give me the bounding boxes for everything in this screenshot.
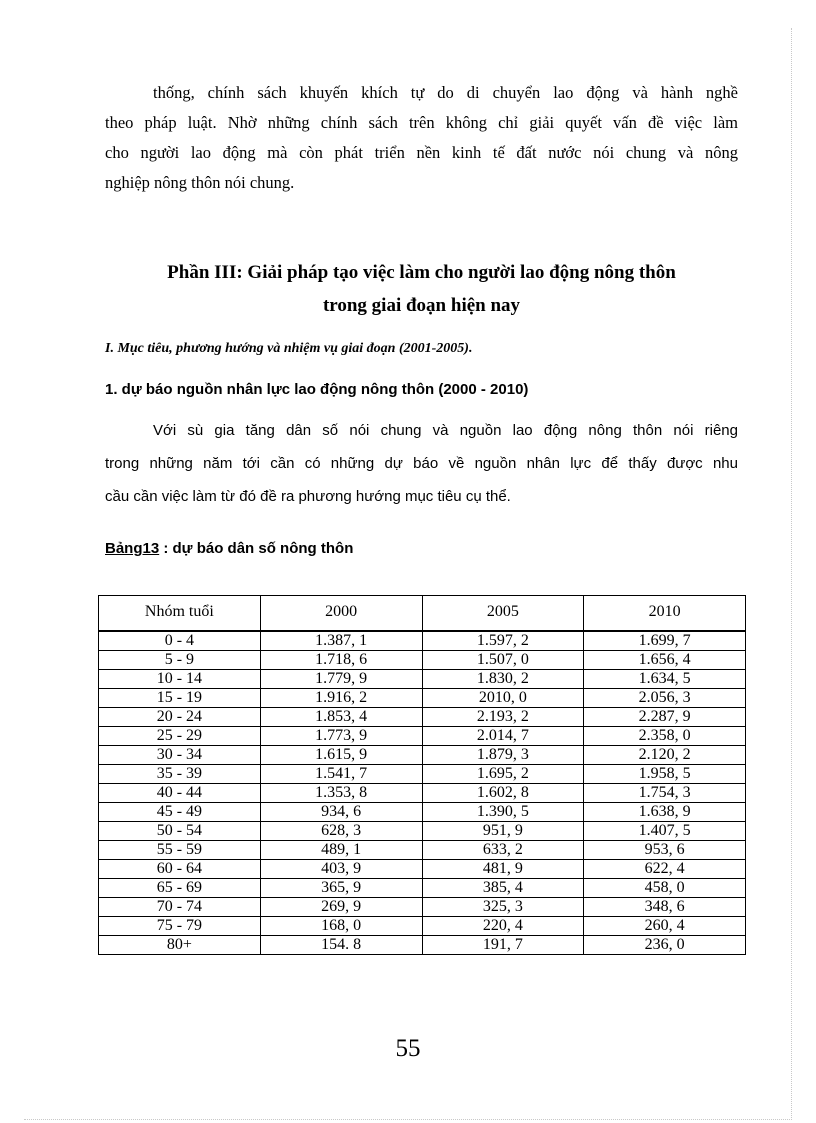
age-group-cell: 20 - 24: [99, 708, 261, 727]
age-group-cell: 65 - 69: [99, 879, 261, 898]
value-cell: 2.056, 3: [584, 689, 746, 708]
value-cell: 1.853, 4: [260, 708, 422, 727]
value-cell: 1.916, 2: [260, 689, 422, 708]
forecast-line: cầu cần việc làm từ đó đề ra phương hướng mục tiêu cụ thể.: [105, 488, 511, 505]
column-header-age-group: Nhóm tuổi: [99, 596, 261, 632]
table-row: [99, 651, 746, 670]
value-cell: 1.779, 9: [260, 670, 422, 689]
value-cell: 1.638, 9: [584, 803, 746, 822]
intro-line: thống, chính sách khuyến khích tự do di chuyển lao động và hành nghề: [153, 83, 738, 102]
age-group-cell: 45 - 49: [99, 803, 261, 822]
age-group-cell: 5 - 9: [99, 651, 261, 670]
value-cell: 633, 2: [422, 841, 584, 860]
age-group-cell: 25 - 29: [99, 727, 261, 746]
table-row: [99, 631, 746, 651]
table-row: [99, 822, 746, 841]
table-body: [99, 631, 746, 955]
table-row: [99, 879, 746, 898]
age-group-cell: 0 - 4: [99, 631, 261, 651]
value-cell: 1.353, 8: [260, 784, 422, 803]
age-group-cell: 50 - 54: [99, 822, 261, 841]
value-cell: 628, 3: [260, 822, 422, 841]
value-cell: 260, 4: [584, 917, 746, 936]
subsection-i-title: I. Mục tiêu, phương hướng và nhiệm vụ giai đoạn (2001-2005).: [105, 341, 473, 356]
value-cell: 1.754, 3: [584, 784, 746, 803]
value-cell: 1.773, 9: [260, 727, 422, 746]
value-cell: 348, 6: [584, 898, 746, 917]
value-cell: 951, 9: [422, 822, 584, 841]
value-cell: 191, 7: [422, 936, 584, 955]
section-heading-line1: Phần III: Giải pháp tạo việc làm cho người lao động nông thôn: [167, 262, 676, 283]
value-cell: 1.699, 7: [584, 631, 746, 651]
value-cell: 2.120, 2: [584, 746, 746, 765]
forecast-line: trong những năm tới cần có những dự báo về nguồn nhân lực để thấy được nhu: [105, 455, 738, 472]
table-row: [99, 670, 746, 689]
value-cell: 481, 9: [422, 860, 584, 879]
population-forecast-table: [98, 595, 746, 955]
section-heading: [105, 256, 738, 322]
age-group-cell: 10 - 14: [99, 670, 261, 689]
table-row: [99, 936, 746, 955]
value-cell: 1.830, 2: [422, 670, 584, 689]
column-header-2000: 2000: [260, 596, 422, 632]
value-cell: 220, 4: [422, 917, 584, 936]
column-header-2010: 2010: [584, 596, 746, 632]
value-cell: 269, 9: [260, 898, 422, 917]
page-number: 55: [395, 1035, 421, 1062]
table-caption: [105, 540, 353, 557]
value-cell: 458, 0: [584, 879, 746, 898]
value-cell: 2.193, 2: [422, 708, 584, 727]
value-cell: 1.507, 0: [422, 651, 584, 670]
age-group-cell: 35 - 39: [99, 765, 261, 784]
section-heading-line2: trong giai đoạn hiện nay: [322, 295, 521, 316]
value-cell: 236, 0: [584, 936, 746, 955]
age-group-cell: 75 - 79: [99, 917, 261, 936]
value-cell: 385, 4: [422, 879, 584, 898]
value-cell: 2.014, 7: [422, 727, 584, 746]
intro-line: nghiệp nông thôn nói chung.: [105, 173, 295, 192]
value-cell: 1.597, 2: [422, 631, 584, 651]
table-row: [99, 765, 746, 784]
value-cell: 365, 9: [260, 879, 422, 898]
value-cell: 1.718, 6: [260, 651, 422, 670]
value-cell: 1.656, 4: [584, 651, 746, 670]
table-row: [99, 746, 746, 765]
age-group-cell: 30 - 34: [99, 746, 261, 765]
age-group-cell: 40 - 44: [99, 784, 261, 803]
subsection-1-title: 1. dự báo nguồn nhân lực lao động nông thôn (2000 - 2010): [105, 381, 529, 398]
table-header-row: [99, 596, 746, 632]
value-cell: 154. 8: [260, 936, 422, 955]
table-caption-text: : dự báo dân số nông thôn: [159, 540, 354, 557]
value-cell: 622, 4: [584, 860, 746, 879]
value-cell: 489, 1: [260, 841, 422, 860]
value-cell: 1.634, 5: [584, 670, 746, 689]
page-border-right: [791, 28, 792, 1120]
value-cell: 2010, 0: [422, 689, 584, 708]
value-cell: 325, 3: [422, 898, 584, 917]
table-row: [99, 727, 746, 746]
table-row: [99, 860, 746, 879]
value-cell: 1.615, 9: [260, 746, 422, 765]
age-group-cell: 60 - 64: [99, 860, 261, 879]
value-cell: 2.287, 9: [584, 708, 746, 727]
value-cell: 1.695, 2: [422, 765, 584, 784]
forecast-paragraph: [105, 414, 738, 513]
value-cell: 1.879, 3: [422, 746, 584, 765]
intro-line: cho người lao động mà còn phát triển nền kinh tế đất nước nói chung và nông: [105, 143, 738, 162]
age-group-cell: 15 - 19: [99, 689, 261, 708]
forecast-line: Với sù gia tăng dân số nói chung và nguồn lao động nông thôn nói riêng: [153, 422, 738, 439]
intro-line: theo pháp luật. Nhờ những chính sách trên không chỉ giải quyết vấn đề việc làm: [105, 113, 738, 132]
value-cell: 934, 6: [260, 803, 422, 822]
value-cell: 1.387, 1: [260, 631, 422, 651]
age-group-cell: 55 - 59: [99, 841, 261, 860]
value-cell: 1.390, 5: [422, 803, 584, 822]
value-cell: 168, 0: [260, 917, 422, 936]
table-row: [99, 803, 746, 822]
value-cell: 1.958, 5: [584, 765, 746, 784]
page-border-bottom: [24, 1119, 792, 1120]
value-cell: 953, 6: [584, 841, 746, 860]
intro-paragraph: [105, 78, 738, 198]
table-row: [99, 784, 746, 803]
value-cell: 1.407, 5: [584, 822, 746, 841]
table-caption-label: Bảng13: [105, 540, 160, 557]
table-row: [99, 689, 746, 708]
table-row: [99, 898, 746, 917]
table-row: [99, 917, 746, 936]
value-cell: 1.602, 8: [422, 784, 584, 803]
table-row: [99, 841, 746, 860]
column-header-2005: 2005: [422, 596, 584, 632]
value-cell: 403, 9: [260, 860, 422, 879]
value-cell: 1.541, 7: [260, 765, 422, 784]
value-cell: 2.358, 0: [584, 727, 746, 746]
age-group-cell: 70 - 74: [99, 898, 261, 917]
age-group-cell: 80+: [99, 936, 261, 955]
table-row: [99, 708, 746, 727]
